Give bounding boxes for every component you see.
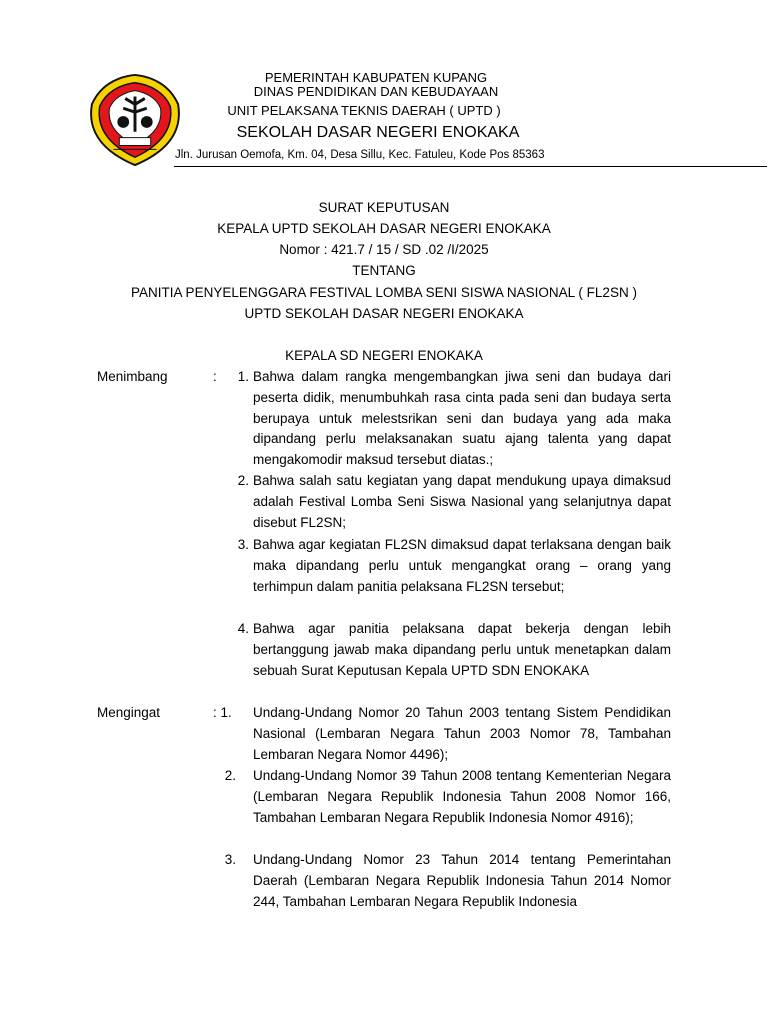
menimbang-colon: : <box>213 369 217 384</box>
letterhead-department: DINAS PENDIDIKAN DAN KEBUDAYAAN <box>253 84 499 99</box>
letterhead-government: PEMERINTAH KABUPATEN KUPANG <box>264 70 488 85</box>
menimbang-item-text: Bahwa agar kegiatan FL2SN dimaksud dapat terlaksana dengan baik maka dipandang perlu untuk mengangkat orang – orang yang terhimpun dalam panitia pelaksana FL2SN tersebut; <box>253 537 671 594</box>
menimbang-item-number: 4. <box>237 621 249 636</box>
document-subject-line2: UPTD SEKOLAH DASAR NEGERI ENOKAKA <box>244 306 524 321</box>
letterhead-address: Jln. Jurusan Oemofa, Km. 04, Desa Sillu, Kec. Fatuleu, Kode Pos 85363 <box>175 149 545 161</box>
menimbang-item-text: Bahwa agar panitia pelaksana dapat bekerja dengan lebih bertanggung jawab maka dipandang perlu untuk menetapkan dalam sebuah Surat Keputusan Kepala UPTD SDN ENOKAKA <box>253 621 671 678</box>
mengingat-item-text: Undang-Undang Nomor 39 Tahun 2008 tentang Kementerian Negara (Lembaran Negara Republik Indonesia Tahun 2008 Nomor 166, Tambahan Lembaran Negara Republik Indonesia Nomor 4916); <box>253 768 671 825</box>
document-head: KEPALA SD NEGERI ENOKAKA <box>285 348 483 363</box>
menimbang-item-number: 3. <box>237 537 249 552</box>
mengingat-item-text: Undang-Undang Nomor 23 Tahun 2014 tentang Pemerintahan Daerah (Lembaran Negara Republik Indonesia Tahun 2014 Nomor 244, Tambahan Lembaran Negara Republik Indonesia <box>253 852 671 909</box>
letterhead-school-name: SEKOLAH DASAR NEGERI ENOKAKA <box>236 124 520 141</box>
document-about: TENTANG <box>352 263 416 278</box>
menimbang-item-text: Bahwa dalam rangka mengembangkan jiwa seni dan budaya dari peserta didik, menumbuhkah rasa cinta pada seni dan budaya serta berupaya untuk melestsrikan seni dan budaya yang ada maka dipandang perlu melaksanakan suatu ajang talenta yang dapat mengakomodir maksud tersebut diatas.; <box>253 369 671 468</box>
menimbang-item-number: 2. <box>237 473 249 488</box>
letterhead-unit: UNIT PELAKSANA TEKNIS DAERAH ( UPTD ) <box>227 103 501 118</box>
mengingat-item-number: 3. <box>224 852 236 867</box>
mengingat-label: Mengingat <box>97 705 161 720</box>
menimbang-item-text: Bahwa salah satu kegiatan yang dapat mendukung upaya dimaksud adalah Festival Lomba Seni Siswa Nasional yang selanjutnya dapat disebut FL2SN; <box>253 473 671 530</box>
mengingat-first-prefix: : 1. <box>213 705 232 720</box>
document-number: Nomor : 421.7 / 15 / SD .02 /I/2025 <box>279 242 489 257</box>
letterhead-divider <box>174 166 767 167</box>
document-issuer: KEPALA UPTD SEKOLAH DASAR NEGERI ENOKAKA <box>217 221 551 236</box>
document-type: SURAT KEPUTUSAN <box>318 200 450 215</box>
menimbang-label: Menimbang <box>97 369 168 384</box>
mengingat-item-text: Undang-Undang Nomor 20 Tahun 2003 tentang Sistem Pendidikan Nasional (Lembaran Negara Tahun 2003 Nomor 78, Tambahan Lembaran Negara Nomor 4496); <box>253 705 671 762</box>
document-subject-line1: PANITIA PENYELENGGARA FESTIVAL LOMBA SENI SISWA NASIONAL ( FL2SN ) <box>131 285 637 300</box>
menimbang-item-number: 1. <box>237 369 249 384</box>
mengingat-item-number: 2. <box>224 768 236 783</box>
